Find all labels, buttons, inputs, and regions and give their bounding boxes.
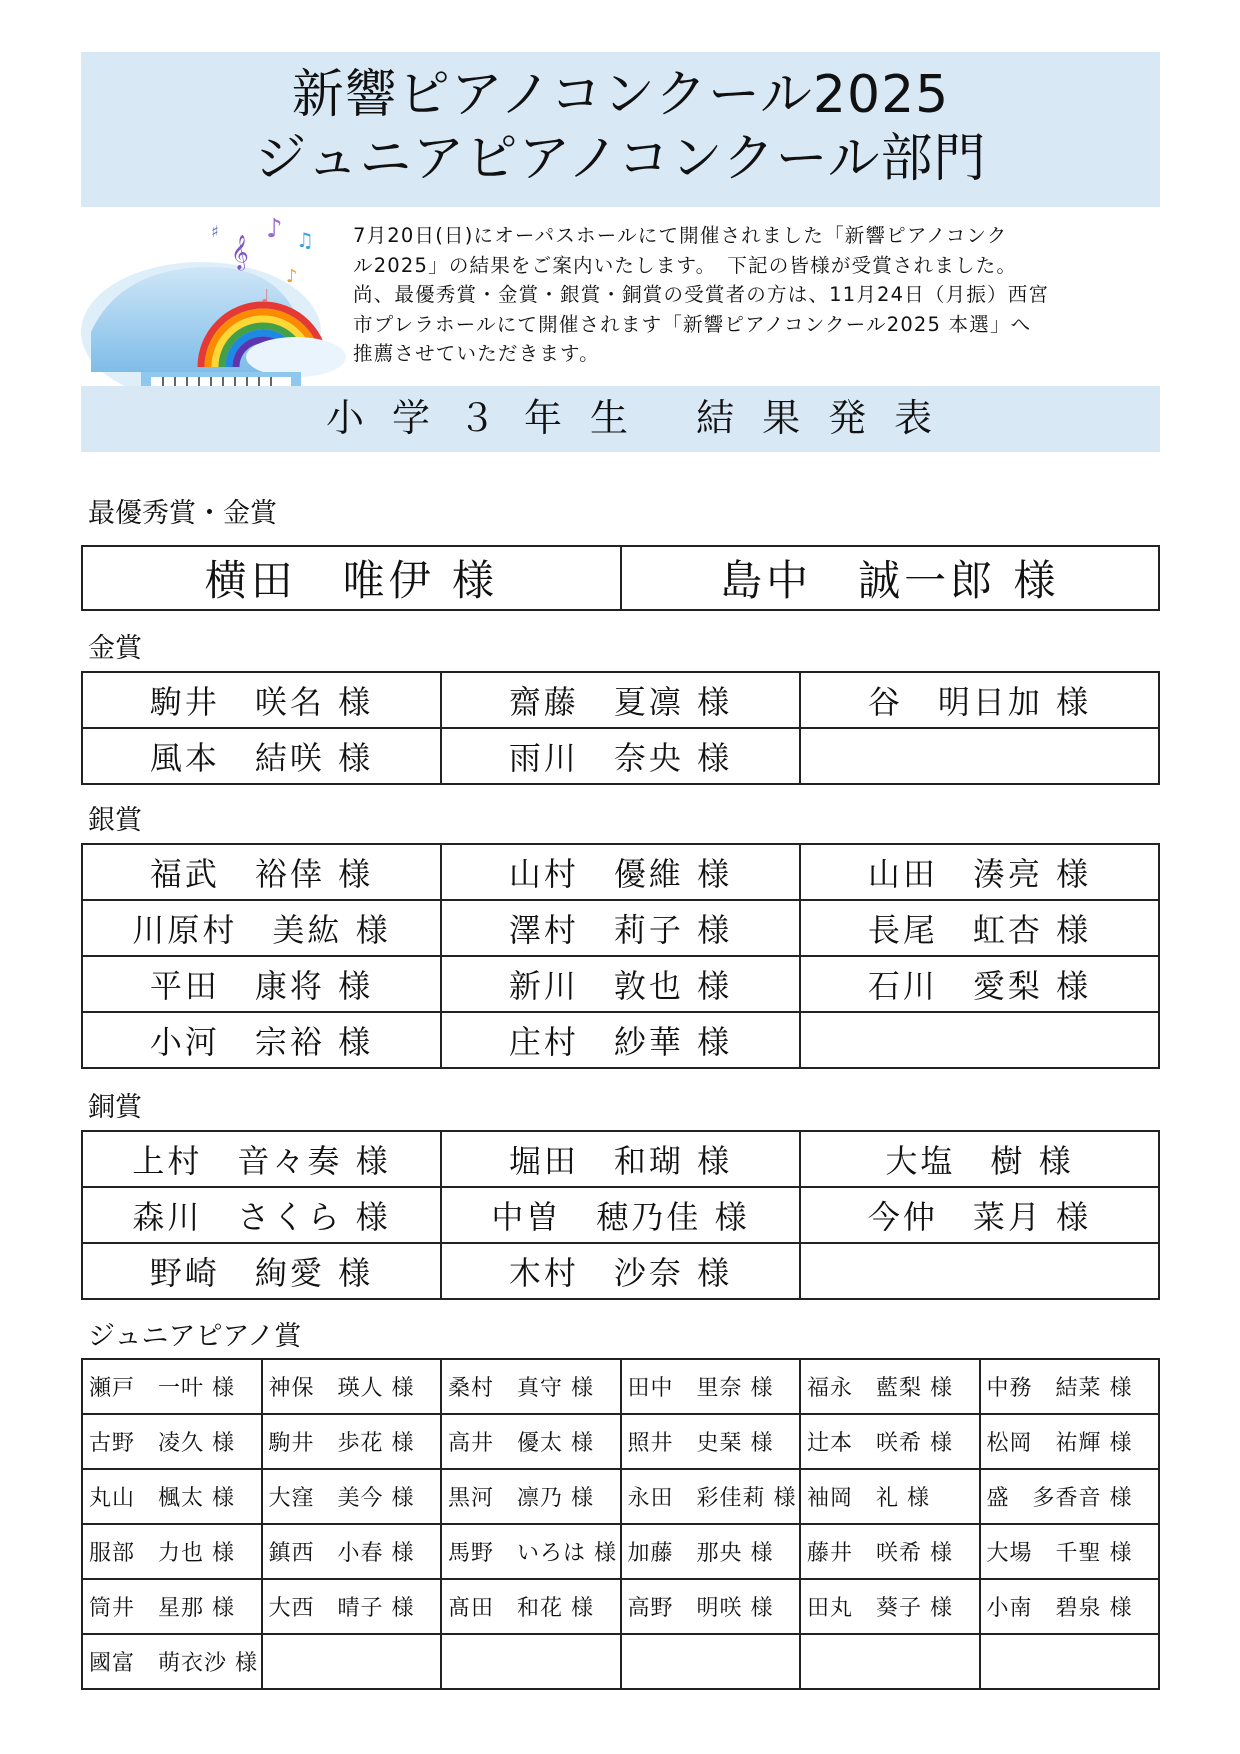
bronze-award-table <box>81 1130 1160 1300</box>
name-cell: 森川 さくら 様 <box>82 1187 441 1243</box>
name-cell: 筒井 星那 様 <box>82 1579 262 1634</box>
name-cell: 平田 康将 様 <box>82 956 441 1012</box>
name-cell: 谷 明日加 様 <box>800 672 1159 728</box>
title-banner <box>81 52 1160 207</box>
name-cell: 澤村 莉子 様 <box>441 900 800 956</box>
name-cell: 長尾 虹杏 様 <box>800 900 1159 956</box>
silver-award-title: 銀賞 <box>88 805 142 836</box>
junior-award-title: ジュニアピアノ賞 <box>88 1321 302 1352</box>
name-cell: 瀬戸 一叶 様 <box>82 1359 262 1414</box>
intro-text <box>353 221 1153 369</box>
top-award-table <box>81 545 1160 611</box>
table-row <box>82 1524 1159 1579</box>
svg-text:♪: ♪ <box>266 214 283 244</box>
name-cell: 大窪 美今 様 <box>262 1469 442 1524</box>
table-row <box>82 1634 1159 1689</box>
gold-award-table <box>81 671 1160 785</box>
bronze-award-title: 銅賞 <box>88 1092 142 1123</box>
name-cell: 照井 史琹 様 <box>621 1414 801 1469</box>
table-row <box>82 1187 1159 1243</box>
name-cell: 加藤 那央 様 <box>621 1524 801 1579</box>
intro-line-4: 市プレラホールにて開催されます「新響ピアノコンクール2025 本選」へ <box>353 312 1032 336</box>
table-row <box>82 956 1159 1012</box>
name-cell <box>800 1243 1159 1299</box>
grade-results-title: 小学３年生 結果発表 <box>326 396 961 440</box>
svg-text:♫: ♫ <box>296 228 314 252</box>
name-cell: 庄村 紗華 様 <box>441 1012 800 1068</box>
name-cell: 黒河 凛乃 様 <box>441 1469 621 1524</box>
intro-area <box>81 207 1160 387</box>
name-cell: 馬野 いろは 様 <box>441 1524 621 1579</box>
name-cell: 服部 力也 様 <box>82 1524 262 1579</box>
name-cell: 古野 凌久 様 <box>82 1414 262 1469</box>
name-cell: 島中 誠一郎 様 <box>621 546 1160 610</box>
gold-award-title: 金賞 <box>88 633 142 664</box>
name-cell: 福永 藍梨 様 <box>800 1359 980 1414</box>
name-cell: 鎮西 小春 様 <box>262 1524 442 1579</box>
name-cell: 大塩 樹 様 <box>800 1131 1159 1187</box>
silver-award-table <box>81 843 1160 1069</box>
name-cell: 石川 愛梨 様 <box>800 956 1159 1012</box>
name-cell: 福武 裕倖 様 <box>82 844 441 900</box>
name-cell: 高野 明咲 様 <box>621 1579 801 1634</box>
name-cell: 丸山 楓太 様 <box>82 1469 262 1524</box>
name-cell: 中務 結菜 様 <box>980 1359 1160 1414</box>
table-row <box>82 1469 1159 1524</box>
svg-text:♯: ♯ <box>211 222 219 241</box>
name-cell <box>262 1634 442 1689</box>
name-cell: 國富 萌衣沙 様 <box>82 1634 262 1689</box>
table-row <box>82 844 1159 900</box>
junior-award-table <box>81 1358 1160 1690</box>
name-cell <box>980 1634 1160 1689</box>
name-cell <box>621 1634 801 1689</box>
table-row <box>82 900 1159 956</box>
table-row <box>82 728 1159 784</box>
top-award-title: 最優秀賞・金賞 <box>88 498 277 529</box>
name-cell: 今仲 菜月 様 <box>800 1187 1159 1243</box>
table-row <box>82 1359 1159 1414</box>
svg-text:𝄞: 𝄞 <box>231 235 249 270</box>
svg-text:♪: ♪ <box>286 266 298 287</box>
table-row <box>82 1414 1159 1469</box>
name-cell: 桑村 真守 様 <box>441 1359 621 1414</box>
table-row <box>82 1131 1159 1187</box>
name-cell: 上村 音々奏 様 <box>82 1131 441 1187</box>
table-row <box>82 1012 1159 1068</box>
title-line-1: 新響ピアノコンクール2025 <box>291 65 950 125</box>
name-cell: 小河 宗裕 様 <box>82 1012 441 1068</box>
name-cell: 永田 彩佳莉 様 <box>621 1469 801 1524</box>
table-row <box>82 1243 1159 1299</box>
name-cell: 雨川 奈央 様 <box>441 728 800 784</box>
name-cell: 松岡 祐輝 様 <box>980 1414 1160 1469</box>
svg-text:♩: ♩ <box>261 286 270 307</box>
table-row <box>82 672 1159 728</box>
intro-line-1: 7月20日(日)にオーパスホールにて開催されました「新響ピアノコンク <box>353 224 1008 247</box>
title-line-2: ジュニアピアノコンクール部門 <box>254 129 987 189</box>
name-cell: 横田 唯伊 様 <box>82 546 621 610</box>
name-cell: 高井 優太 様 <box>441 1414 621 1469</box>
name-cell: 齋藤 夏凛 様 <box>441 672 800 728</box>
table-row <box>82 1579 1159 1634</box>
table-row <box>82 546 1159 610</box>
name-cell: 風本 結咲 様 <box>82 728 441 784</box>
name-cell: 中曽 穂乃佳 様 <box>441 1187 800 1243</box>
name-cell: 大西 晴子 様 <box>262 1579 442 1634</box>
name-cell: 山田 湊亮 様 <box>800 844 1159 900</box>
name-cell: 髙田 和花 様 <box>441 1579 621 1634</box>
name-cell: 袖岡 礼 様 <box>800 1469 980 1524</box>
name-cell: 新川 敦也 様 <box>441 956 800 1012</box>
name-cell <box>800 1634 980 1689</box>
name-cell <box>800 1012 1159 1068</box>
name-cell <box>800 728 1159 784</box>
name-cell: 堀田 和瑚 様 <box>441 1131 800 1187</box>
name-cell: 川原村 美紘 様 <box>82 900 441 956</box>
name-cell: 駒井 咲名 様 <box>82 672 441 728</box>
name-cell: 藤井 咲希 様 <box>800 1524 980 1579</box>
name-cell: 田中 里奈 様 <box>621 1359 801 1414</box>
name-cell: 大場 千聖 様 <box>980 1524 1160 1579</box>
name-cell: 木村 沙奈 様 <box>441 1243 800 1299</box>
intro-line-5: 推薦させていただきます。 <box>353 342 600 365</box>
name-cell: 小南 碧泉 様 <box>980 1579 1160 1634</box>
intro-line-2: ル2025」の結果をご案内いたします。 下記の皆様が受賞されました。 <box>353 253 1018 277</box>
name-cell: 野崎 絢愛 様 <box>82 1243 441 1299</box>
name-cell: 盛 多香音 様 <box>980 1469 1160 1524</box>
name-cell: 神保 瑛人 様 <box>262 1359 442 1414</box>
grade-results-bar <box>81 386 1160 452</box>
name-cell: 田丸 葵子 様 <box>800 1579 980 1634</box>
name-cell: 辻本 咲希 様 <box>800 1414 980 1469</box>
name-cell <box>441 1634 621 1689</box>
name-cell: 駒井 歩花 様 <box>262 1414 442 1469</box>
intro-line-3: 尚、最優秀賞・金賞・銀賞・銅賞の受賞者の方は、11月24日（月振）西宮 <box>353 283 1050 306</box>
name-cell: 山村 優維 様 <box>441 844 800 900</box>
